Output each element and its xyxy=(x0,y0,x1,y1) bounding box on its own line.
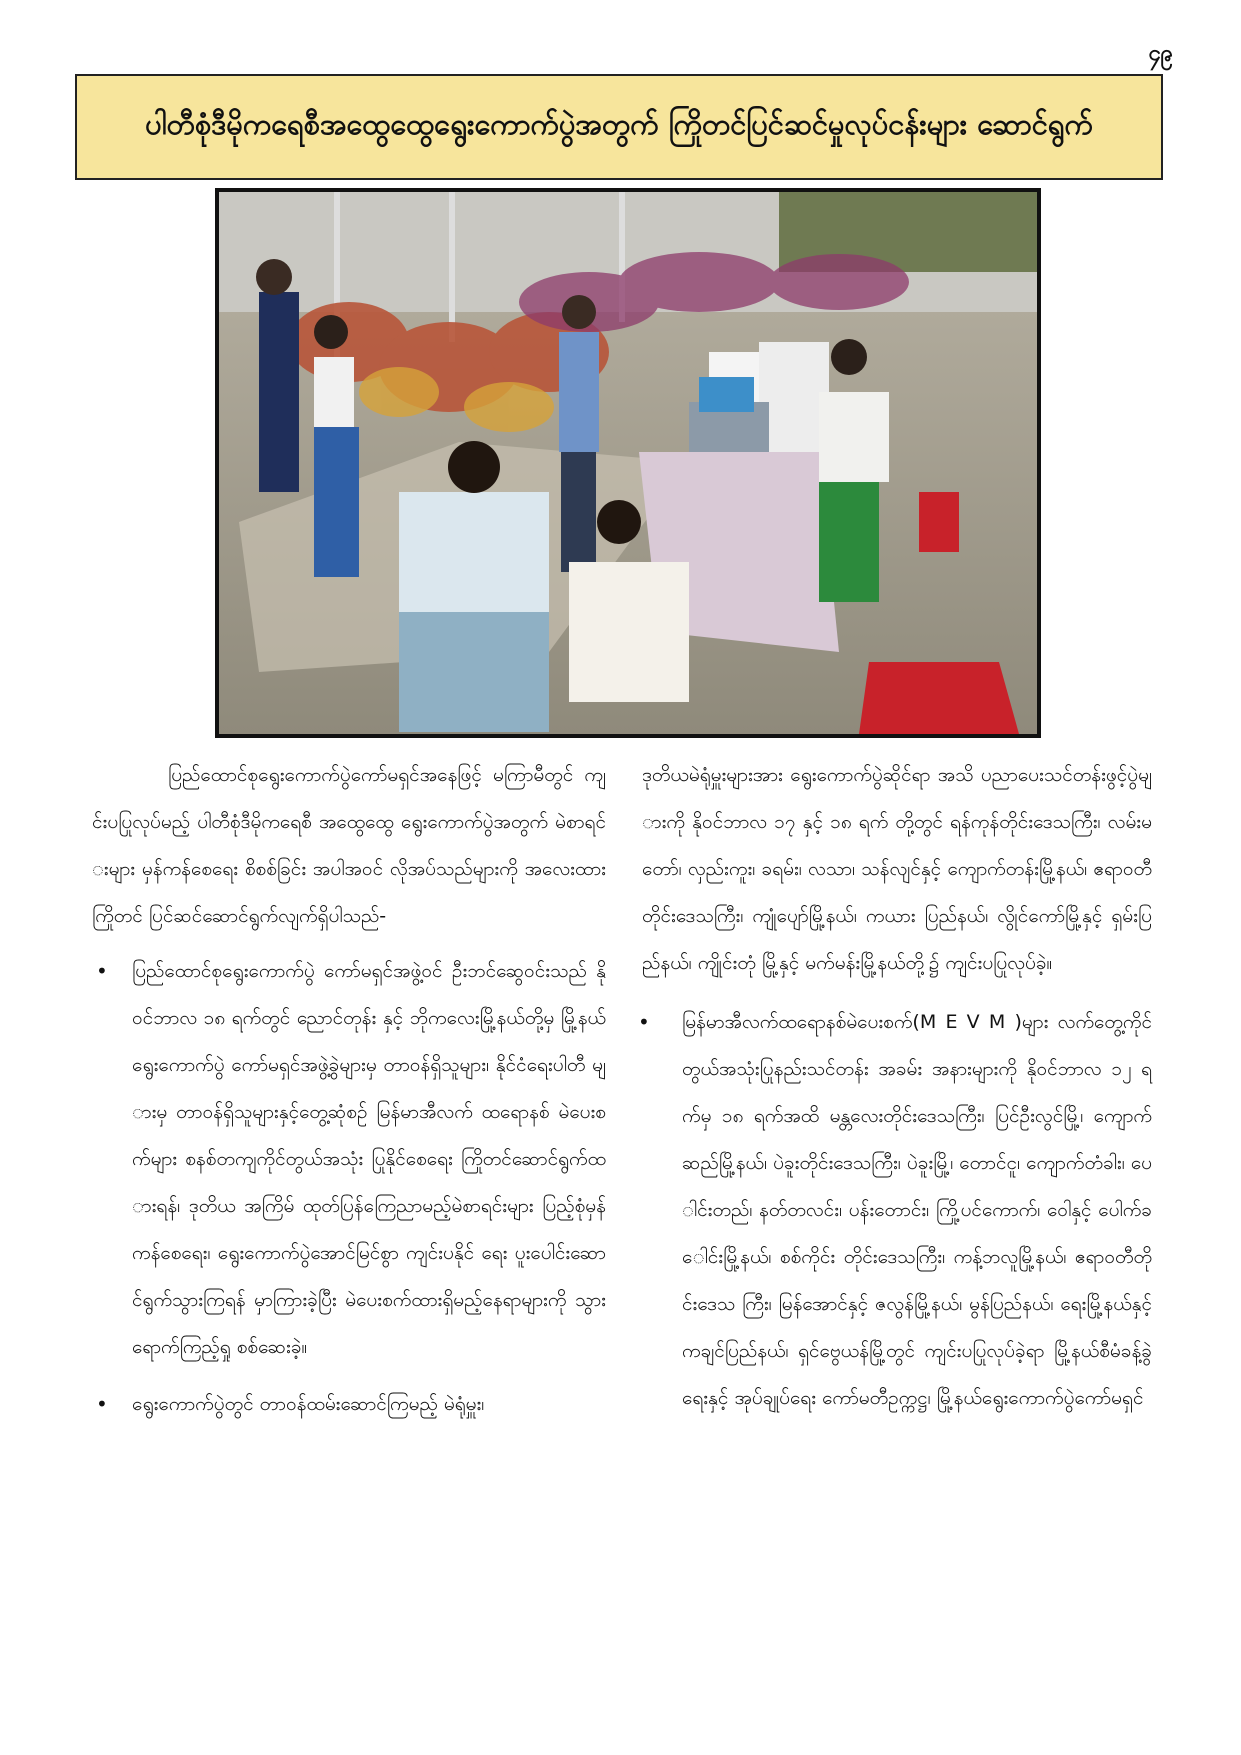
page-number: ၄၉ xyxy=(1148,41,1173,66)
bullet-list-left xyxy=(92,948,606,1428)
election-photo-icon xyxy=(219,192,1037,734)
bullet-icon: • xyxy=(96,959,108,983)
election-photo xyxy=(215,188,1041,738)
bullet-text: ပြည်ထောင်စုရွေးကောက်ပွဲ ကော်မရှင်အဖွဲ့ဝင် ဦးဘင်ဆွေဝင်းသည် နိုဝင်ဘာလ ၁၈ ရက်တွင် ညောင်တုန်း နှင့် ဘိုကလေးမြို့နယ်တို့မှ မြို့နယ်ရွေးကောက်ပွဲ ကော်မရှင်အဖွဲ့ခွဲများမှ တာဝန်ရှိသူများ၊ နိုင်ငံရေးပါတီ များမှ တာဝန်ရှိသူများနှင့်တွေ့ဆုံစဉ် မြန်မာအီလက် ထရောနစ် မဲပေးစက်များ စနစ်တကျကိုင်တွယ်အသုံး ပြုနိုင်စေရေး ကြိုတင်ဆောင်ရွက်ထားရန်၊ ဒုတိယ အကြိမ် ထုတ်ပြန်ကြေညာမည့်မဲစာရင်းများ ပြည့်စုံမှန် ကန်စေရေး၊ ရွေးကောက်ပွဲအောင်မြင်စွာ ကျင်းပနိုင် ရေး ပူးပေါင်းဆောင်ရွက်သွားကြရန် မှာကြားခဲ့ပြီး မဲပေးစက်ထားရှိမည့်နေရာများကို သွားရောက်ကြည့်ရှု စစ်ဆေးခဲ့။ xyxy=(132,960,606,1358)
continuation-paragraph: ဒုတိယမဲရုံမှူးများအား ရွေးကောက်ပွဲဆိုင်ရာ အသိ ပညာပေးသင်တန်းဖွင့်ပွဲများကို နိုဝင်ဘာလ ၁၇ နှင့် ၁၈ ရက် တို့တွင် ရန်ကုန်တိုင်းဒေသကြီး၊ လမ်းမတော်၊ လှည်းကူး၊ ခရမ်း၊ လသာ၊ သန်လျင်နှင့် ကျောက်တန်းမြို့နယ်၊ ဧရာဝတီတိုင်းဒေသကြီး၊ ကျုံပျော်မြို့နယ်၊ ကယား ပြည်နယ်၊ လွိုင်ကော်မြို့နှင့် ရှမ်းပြည်နယ်၊ ကျိုင်းတုံ မြို့နှင့် မက်မန်းမြို့နယ်တို့၌ ကျင်းပပြုလုပ်ခဲ့။ xyxy=(642,764,1152,974)
headline-banner xyxy=(75,74,1163,180)
bullet-list-right xyxy=(638,999,1152,1422)
list-item xyxy=(638,999,1152,1422)
right-column xyxy=(638,752,1152,1432)
bullet-icon: • xyxy=(638,1010,650,1034)
list-item xyxy=(92,948,606,1371)
intro-paragraph: ပြည်ထောင်စုရွေးကောက်ပွဲကော်မရှင်အနေဖြင့် မကြာမီတွင် ကျင်းပပြုလုပ်မည့် ပါတီစုံဒီမိုကရေစီ အထွေထွေ ရွေးကောက်ပွဲအတွက် မဲစာရင်းများ မှန်ကန်စေရေး စိစစ်ခြင်း အပါအဝင် လိုအပ်သည်များကို အလေးထားကြိုတင် ပြင်ဆင်ဆောင်ရွက်လျက်ရှိပါသည်- xyxy=(92,764,606,927)
bullet-icon: • xyxy=(96,1392,108,1416)
list-item xyxy=(92,1381,606,1428)
bullet-text: မြန်မာအီလက်ထရောနစ်မဲပေးစက်(M E V M )များ လက်တွေ့ကိုင်တွယ်အသုံးပြုနည်းသင်တန်း အခမ်း အနားများကို နိုဝင်ဘာလ ၁၂ ရက်မှ ၁၈ ရက်အထိ မန္တလေးတိုင်းဒေသကြီး၊ ပြင်ဦးလွင်မြို့၊ ကျောက် ဆည်မြို့နယ်၊ ပဲခူးတိုင်းဒေသကြီး၊ ပဲခူးမြို့၊ တောင်ငူ၊ ကျောက်တံခါး၊ ပေါင်းတည်၊ နတ်တလင်း၊ ပန်းတောင်း၊ ကြို့ပင်ကောက်၊ ဝေါနှင့် ပေါက်ခေါင်းမြို့နယ်၊ စစ်ကိုင်း တိုင်းဒေသကြီး၊ ကန့်ဘလူမြို့နယ်၊ ဧရာဝတီတိုင်းဒေသ ကြီး၊ မြန်အောင်နှင့် ဇလွန်မြို့နယ်၊ မွန်ပြည်နယ်၊ ရေးမြို့နယ်နှင့် ကချင်ပြည်နယ်၊ ရှင်ဗွေယန်မြို့တွင် ကျင်းပပြုလုပ်ခဲ့ရာ မြို့နယ်စီမံခန့်ခွဲရေးနှင့် အုပ်ချုပ်ရေး ကော်မတီဥက္ကဋ္ဌ၊ မြို့နယ်ရွေးကောက်ပွဲကော်မရှင် xyxy=(682,1011,1152,1409)
bullet-text: ရွေးကောက်ပွဲတွင် တာဝန်ထမ်းဆောင်ကြမည့် မဲရုံမှူး၊ xyxy=(132,1393,485,1415)
left-column xyxy=(92,752,606,1438)
page-title: ပါတီစုံဒီမိုကရေစီအထွေထွေရွေးကောက်ပွဲအတွက် ကြိုတင်ပြင်ဆင်မှုလုပ်ငန်းများ ဆောင်ရွက် xyxy=(145,106,1093,141)
